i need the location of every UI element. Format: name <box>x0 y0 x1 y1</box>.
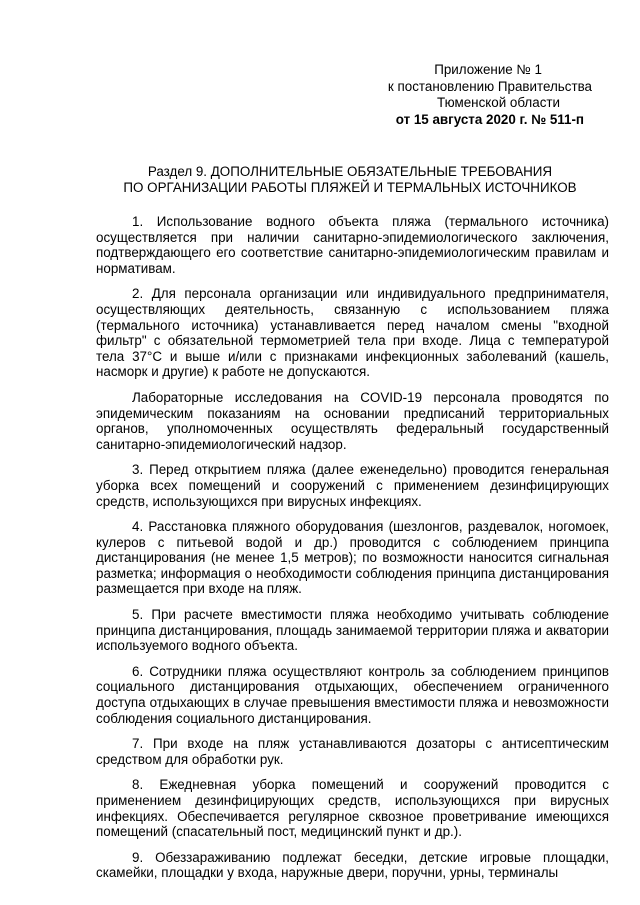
paragraph-3: 3. Перед открытием пляжа (далее еженедельно) проводится генеральная уборка всех помещений и сооружений с применением дезинфицирующих средств, использующихся при вирусных инфекциях. <box>96 462 609 509</box>
section-title-line-2: ПО ОРГАНИЗАЦИИ РАБОТЫ ПЛЯЖЕЙ И ТЕРМАЛЬНЫХ ИСТОЧНИКОВ <box>123 180 577 195</box>
annex-date-number: от 15 августа 2020 г. № 511-п <box>395 111 584 127</box>
paragraph-6: 6. Сотрудники пляжа осуществляют контроль за соблюдением принципов социального дистанцирования отдыхающих, обеспечением ограниченного доступа отдыхающих в случае превышения вместимости пляжа и невозможности соблюдения социального дистанцирования. <box>96 663 609 726</box>
paragraph-2: 2. Для персонала организации или индивидуального предпринимателя, осуществляющих деятельность, связанную с использованием пляжа (термального источника) устанавливается перед началом смены "входной фильтр" с обязательной термометрией тела при входе. Лица с температурой тела 37°С и выше и/или с признаками инфекционных заболеваний (кашель, насморк и другие) к работе не допускаются. <box>96 286 609 380</box>
paragraph-4: 4. Расстановка пляжного оборудования (шезлонгов, раздевалок, ногомоек, кулеров с питьевой водой и др.) проводится с соблюдением принципа дистанцирования (не менее 1,5 метров); по возможности наносится сигнальная разметка; информация о необходимости соблюдения принципа дистанцирования размещается при входе на пляж. <box>96 519 609 597</box>
document-body <box>96 214 609 891</box>
paragraph-7: 7. При входе на пляж устанавливаются дозаторы с антисептическим средством для обработки рук. <box>96 736 609 767</box>
paragraph-5: 5. При расчете вместимости пляжа необходимо учитывать соблюдение принципа дистанцирования, площадь занимаемой территории пляжа и акватории используемого водного объекта. <box>96 607 609 654</box>
paragraph-8: 8. Ежедневная уборка помещений и сооружений проводится с применением дезинфицирующих средств, использующихся при вирусных инфекциях. Обеспечивается регулярное сквозное проветривание имеющихся помещений (спасательный пост, медицинский пункт и др.). <box>96 777 609 840</box>
paragraph-2-lab: Лабораторные исследования на COVID-19 персонала проводятся по эпидемическим показаниям на основании предписаний территориальных органов, уполномоченных осуществлять федеральный государственный санитарно-эпидемиологический надзор. <box>96 389 609 452</box>
annex-number: Приложение № 1 <box>434 62 542 77</box>
annex-region: Тюменской области <box>437 95 560 110</box>
section-title <box>96 164 604 196</box>
section-title-line-1: Раздел 9. ДОПОЛНИТЕЛЬНЫЕ ОБЯЗАТЕЛЬНЫЕ ТРЕБОВАНИЯ <box>147 164 553 179</box>
annex-header <box>360 62 592 128</box>
annex-reference: к постановлению Правительства <box>387 78 592 94</box>
paragraph-9: 9. Обеззараживанию подлежат беседки, детские игровые площадки, скамейки, площадки у входа, наружные двери, поручни, урны, терминалы <box>96 849 609 881</box>
paragraph-1: 1. Использование водного объекта пляжа (термального источника) осуществляется при наличии санитарно-эпидемиологического заключения, подтверждающего его соответствие санитарно-эпидемиологическим правилам и нормативам. <box>96 214 609 276</box>
